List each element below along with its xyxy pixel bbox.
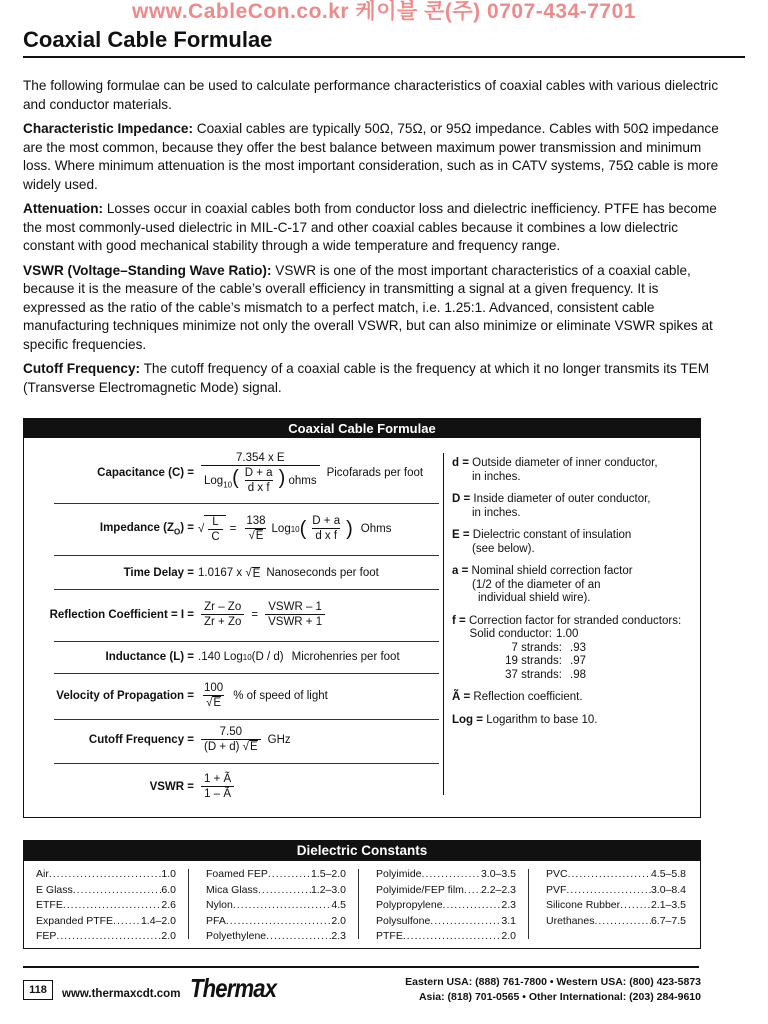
dielectric-row (206, 898, 346, 914)
dielectric-value: 1.0 (161, 868, 176, 880)
formula-rule (54, 503, 439, 504)
capacitance-den-unit: ohms (285, 474, 317, 487)
intro-paragraph: The following formulae can be used to calculate performance characteristics of coaxial cables with various dielectric and conductor materials. (23, 78, 719, 112)
formulae-divider (443, 453, 444, 795)
dielectric-value: 2.3 (501, 899, 516, 911)
coef-denominator: √E (245, 528, 266, 543)
material-name: Polysulfone (376, 914, 431, 927)
coef-fraction (243, 515, 268, 543)
impedance-label (24, 522, 198, 536)
lc-fraction (208, 516, 222, 544)
legend-item-reflection (452, 691, 697, 705)
vswr-formula (24, 769, 443, 805)
dielectric-row (376, 914, 516, 930)
vswr-fraction (201, 773, 234, 801)
time-delay-unit: Nanoseconds per foot (266, 567, 379, 579)
legend-text: Nominal shield correction factor (468, 565, 633, 577)
dielectric-value: 3.0–8.4 (650, 883, 686, 896)
impedance-formula (24, 509, 443, 549)
dielectric-row (206, 883, 346, 899)
time-delay-formula (24, 563, 443, 583)
log-text: Log (271, 523, 291, 535)
strand-label: 37 strands: (505, 668, 562, 681)
dielectric-value: 2.6 (161, 899, 176, 911)
inner-numerator: D + a (244, 466, 273, 479)
material-name: Silicone Rubber (546, 899, 621, 911)
reflection-label: Reflection Coefficient = Ι = (49, 609, 194, 621)
attenuation-paragraph (23, 200, 723, 256)
legend-text-cont: in inches. (472, 506, 521, 519)
leader-dots (226, 914, 332, 930)
vswr-denominator: 1 – Ã (201, 786, 234, 801)
capacitance-unit: Picofarads per foot (326, 467, 424, 479)
leader-dots (566, 883, 651, 899)
impedance-label-text: Impedance (Z (99, 521, 175, 534)
formula-rule (54, 641, 439, 642)
dielectric-value: 1.2–3.0 (310, 883, 346, 896)
dielectric-row (206, 929, 346, 945)
material-name: FEP (36, 930, 57, 942)
leader-dots (464, 883, 481, 899)
material-name: Expanded PTFE (36, 914, 114, 927)
impedance-label-sub: O (174, 527, 181, 537)
material-name: E Glass (36, 883, 73, 896)
leader-dots (63, 898, 162, 914)
dielectric-value: 4.5–5.8 (650, 868, 686, 880)
vswr-numerator: 1 + Ã (204, 773, 232, 785)
vswr-heading: VSWR (Voltage–Standing Wave Ratio): (23, 262, 272, 278)
dielectric-value: 2.0 (501, 930, 516, 942)
strand-row (452, 642, 697, 656)
characteristic-impedance-heading: Characteristic Impedance: (23, 121, 193, 136)
dielectric-value: 6.0 (161, 883, 176, 896)
material-name: Polypropylene (376, 899, 443, 911)
log-text: Log (204, 474, 224, 487)
dielectric-row (36, 929, 176, 945)
column-separator (358, 869, 359, 939)
leader-dots (568, 867, 651, 883)
reflection-numerator-vswr: VSWR – 1 (268, 601, 322, 613)
capacitance-numerator: 7.354 x E (235, 451, 285, 464)
material-name: Polyimide (376, 868, 422, 880)
capacitance-formula (24, 449, 443, 497)
lc-numerator: L (212, 515, 219, 528)
vswr-label: VSWR = (149, 781, 194, 793)
cutoff-numerator: 7.50 (219, 726, 243, 738)
legend-key: Ã = (452, 691, 471, 703)
formula-rule (54, 673, 439, 674)
dielectric-value: 1.5–2.0 (310, 868, 346, 880)
variable-legend (452, 457, 697, 736)
velocity-denominator: √E (203, 695, 224, 710)
lc-denominator: C (208, 529, 222, 544)
brand-logo: Thermax (190, 973, 277, 1003)
dielectric-value: 2.2–2.3 (480, 883, 516, 896)
strand-value: .93 (570, 641, 586, 654)
dielectric-row (546, 898, 686, 914)
close-paren: ) (346, 518, 353, 540)
inner-fraction (242, 467, 276, 495)
cutoff-denominator (201, 739, 261, 754)
dielectric-constants-box (23, 840, 701, 949)
legend-item-d (452, 457, 697, 484)
website-link[interactable]: www.thermaxcdt.com (62, 988, 181, 1000)
characteristic-impedance-paragraph (23, 120, 723, 194)
cutoff-fraction (201, 726, 261, 754)
leader-dots (113, 914, 141, 930)
legend-key: d = (452, 457, 469, 469)
dielectric-column-4 (546, 867, 686, 929)
dielectric-value: 3.0–3.5 (480, 868, 516, 880)
attenuation-body: Losses occur in coaxial cables both from conductor loss and dielectric inefficiency. PTFE has become the most commonly-used dielectric in MIL-C-17 and other coaxial cables because it combines a low dielectric constant with good mechanical stability through a wide temperature and frequency range. (23, 201, 717, 253)
close-paren: ) (278, 466, 286, 489)
legend-key: Log = (452, 713, 483, 726)
formula-rule (54, 763, 439, 764)
leader-dots (594, 914, 651, 930)
dielectric-row (206, 867, 346, 883)
equals-sign: = (229, 523, 237, 535)
dielectric-row (376, 929, 516, 945)
footer-rule (23, 966, 699, 968)
legend-text: Dielectric constant of insulation (469, 529, 632, 541)
legend-key: a = (452, 565, 469, 577)
impedance-label-tail: ) = (180, 521, 194, 534)
legend-text-cont: (see below). (472, 542, 535, 555)
legend-text: Inside diameter of outer conductor, (470, 493, 651, 505)
formula-rule (54, 555, 439, 556)
legend-key: D = (452, 493, 471, 505)
log-base: 10 (242, 652, 252, 662)
inductance-ratio: (D / d) (251, 651, 284, 663)
legend-item-a (452, 565, 697, 606)
strand-row (452, 669, 697, 683)
leader-dots (403, 929, 502, 945)
formula-rule (54, 589, 439, 590)
leader-dots (233, 898, 332, 914)
reflection-denominator-z: Zr + Zo (201, 614, 244, 629)
website-banner: www.CableCon.co.kr 케이블 콘(주) 0707-434-7701 (132, 0, 636, 23)
impedance-unit: Ohms (360, 523, 392, 535)
legend-item-f (452, 615, 697, 683)
dielectric-value: 2.0 (331, 914, 346, 927)
contact-line-2: Asia: (818) 701-0565 • Other International: (203) 284-9610 (418, 991, 701, 1003)
strand-label: Solid conductor: (469, 628, 552, 640)
material-name: Polyimide/FEP film (376, 883, 464, 896)
inner-numerator: D + a (312, 515, 341, 527)
strand-value: 1.00 (556, 628, 579, 640)
capacitance-denominator (201, 465, 320, 495)
dielectric-row (36, 914, 176, 930)
legend-item-log (452, 714, 697, 728)
leader-dots (443, 898, 502, 914)
cutoff-unit: GHz (267, 734, 291, 746)
strand-row (452, 628, 697, 642)
log-base: 10 (290, 524, 300, 534)
legend-item-E (452, 529, 697, 556)
velocity-formula (24, 679, 443, 713)
page-title: Coaxial Cable Formulae (23, 26, 745, 58)
leader-dots (422, 867, 481, 883)
cutoff-label: Cutoff Frequency = (88, 734, 194, 746)
vswr-paragraph (23, 262, 723, 355)
strand-value: .98 (570, 668, 586, 681)
reflection-denominator-vswr: VSWR + 1 (265, 614, 325, 629)
legend-text: Correction factor for stranded conductors: (465, 614, 682, 627)
cutoff-den-text: (D + d) √ (204, 741, 249, 753)
inner-denominator: d x f (245, 480, 273, 495)
dielectric-row (546, 914, 686, 930)
reflection-numerator-z: Zr – Zo (204, 601, 242, 613)
velocity-unit: % of speed of light (233, 690, 328, 702)
dielectric-value: 2.1–3.5 (650, 899, 686, 911)
inner-denominator: d x f (312, 528, 340, 543)
sqrt-radicand (204, 515, 225, 544)
capacitance-fraction (201, 452, 320, 495)
legend-text-cont: (1/2 of the diameter of an (472, 578, 601, 591)
dielectric-row (36, 898, 176, 914)
intro-text (23, 77, 723, 403)
dielectric-row (376, 898, 516, 914)
strand-value: .97 (570, 655, 586, 667)
coef-den-e: E (255, 530, 264, 542)
characteristic-impedance-body: Coaxial cables are typically 50Ω, 75Ω, or 95Ω impedance. Cables with 50Ω impedance are the most common, because they offer the best balance between maximum power transmission and minimum loss. Where minimum attenuation is the most important consideration, such as in CATV systems, 75Ω cable is more widely used. (23, 121, 719, 192)
legend-text-cont: in inches. (472, 470, 521, 483)
material-name: Foamed FEP (206, 868, 268, 880)
reflection-fraction-vswr (265, 601, 325, 629)
log-base: 10 (223, 479, 233, 489)
dielectric-value: 2.3 (331, 930, 346, 942)
leader-dots (56, 929, 161, 945)
contact-line-1: Eastern USA: (888) 761-7800 • Western USA: (800) 423-5873 (405, 976, 701, 988)
open-paren: ( (232, 466, 239, 489)
material-name: Air (36, 868, 49, 880)
strand-label: 7 strands: (511, 641, 562, 654)
dielectric-value: 1.4–2.0 (140, 914, 176, 927)
dielectric-column-1 (36, 867, 176, 945)
page-number: 118 (23, 980, 53, 1000)
dielectric-row (206, 914, 346, 930)
dielectric-row (36, 883, 176, 899)
reflection-fraction-z (201, 601, 244, 629)
material-name: Urethanes (546, 914, 595, 927)
dielectric-row (376, 867, 516, 883)
coef-numerator: 138 (246, 515, 266, 527)
dielectric-value: 2.0 (161, 930, 176, 942)
capacitance-label: Capacitance (C) = (97, 467, 194, 479)
leader-dots (268, 867, 311, 883)
legend-key: f = (452, 614, 466, 627)
material-name: PTFE (376, 930, 403, 942)
leader-dots (258, 883, 311, 899)
velocity-den-e: E (213, 697, 222, 709)
legend-text: Logarithm to base 10. (483, 713, 598, 726)
inner-fraction (309, 515, 343, 543)
dielectric-column-2 (206, 867, 346, 945)
dielectric-row (376, 883, 516, 899)
inductance-formula (24, 647, 443, 667)
dielectric-row (36, 867, 176, 883)
leader-dots (266, 929, 331, 945)
time-delay-expression: 1.0167 x √ (198, 567, 252, 579)
legend-key: E = (452, 529, 470, 541)
material-name: Mica Glass (206, 883, 258, 896)
inductance-unit: Microhenries per foot (291, 651, 400, 663)
legend-text-cont: individual shield wire). (478, 592, 591, 604)
dielectric-heading: Dielectric Constants (24, 841, 700, 861)
strand-label: 19 strands: (505, 655, 562, 667)
inductance-label: Inductance (L) = (105, 651, 194, 663)
cutoff-den-e: E (249, 741, 258, 753)
leader-dots (73, 883, 162, 899)
formulae-heading: Coaxial Cable Formulae (24, 419, 700, 438)
dielectric-value: 4.5 (331, 899, 346, 911)
inductance-expression: .140 Log (198, 651, 243, 663)
material-name: PVC (546, 868, 568, 880)
leader-dots (620, 898, 651, 914)
cutoff-formula (24, 723, 443, 757)
open-paren: ( (299, 518, 307, 540)
leader-dots (430, 914, 501, 930)
formula-rule (54, 719, 439, 720)
time-delay-e: E (252, 567, 261, 580)
dielectric-column-3 (376, 867, 516, 945)
vswr-body: VSWR is one of the most important characteristics of a coaxial cable, because it is the measure of the cable’s overall efficiency in transmitting a signal at a given frequency. It is expressed as the ratio of the cable’s mismatch to a perfect match, i.e. 1.25:1. Advanced, consistent cable manufacturing techniques minimize not only the overall VSWR, but can also minimize or eliminate VSWR spikes at specific frequencies. (23, 262, 713, 352)
cutoff-body: The cutoff frequency of a coaxial cable is the frequency at which it no longer transmits its TEM (Transverse Electromagnetic Mode) signal. (23, 361, 710, 395)
time-delay-label: Time Delay = (123, 567, 194, 579)
column-separator (528, 869, 529, 939)
material-name: Nylon (206, 899, 233, 911)
attenuation-heading: Attenuation: (23, 201, 104, 216)
material-name: Polyethylene (206, 930, 267, 942)
leader-dots (49, 867, 162, 883)
column-separator (188, 869, 189, 939)
legend-text: Outside diameter of inner conductor, (468, 457, 658, 469)
material-name: ETFE (36, 899, 63, 911)
velocity-label: Velocity of Propagation = (56, 690, 194, 702)
dielectric-value: 3.1 (501, 914, 516, 927)
equals-sign: = (251, 609, 259, 621)
cutoff-paragraph (23, 360, 723, 397)
formulae-box (23, 418, 701, 818)
velocity-numerator: 100 (204, 682, 224, 694)
cutoff-heading: Cutoff Frequency: (23, 361, 141, 376)
legend-text: Reflection coefficient. (470, 691, 583, 703)
dielectric-row (546, 867, 686, 883)
material-name: PFA (206, 914, 226, 927)
reflection-formula (24, 595, 443, 635)
dielectric-row (546, 883, 686, 899)
material-name: PVF (546, 883, 567, 896)
strand-row (452, 655, 697, 669)
dielectric-value: 6.7–7.5 (650, 914, 686, 927)
sqrt-symbol: √ (198, 523, 205, 535)
legend-item-D (452, 493, 697, 520)
contact-info (380, 975, 701, 1005)
velocity-fraction (201, 682, 226, 710)
